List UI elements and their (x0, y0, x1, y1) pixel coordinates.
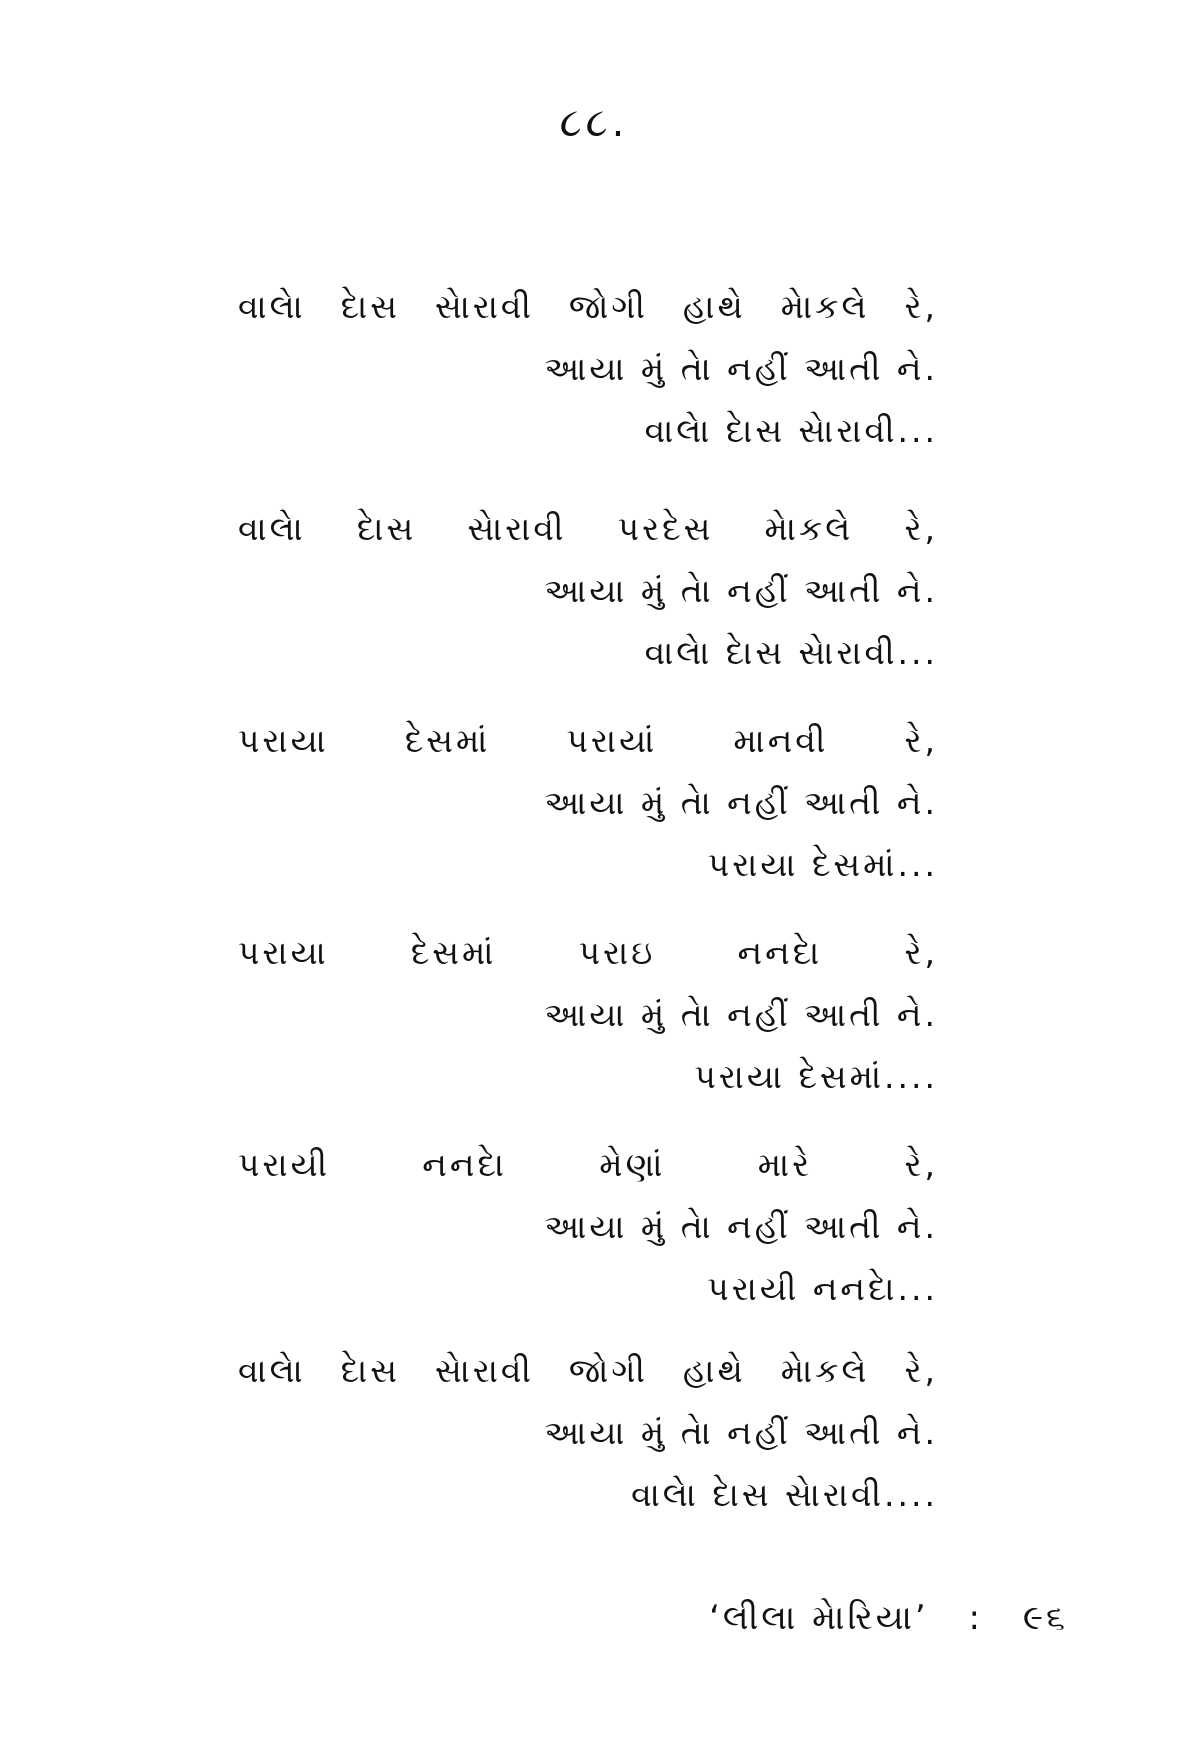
stanza-refrain: પરાયી નનદેા... (707, 1269, 938, 1308)
stanza-5 (238, 1134, 938, 1320)
stanza-line: આયા મું તેા નહીં આતી ને. (544, 1413, 938, 1452)
stanza-line: વાલેા દેાસ સેારાવી જોગી હાથે મેાકલે રે, (238, 1351, 938, 1390)
stanza-refrain: વાલેા દેાસ સેારાવી.... (631, 1475, 938, 1514)
stanza-line: વાલેા દેાસ સેારાવી જોગી હાથે મેાકલે રે, (238, 287, 938, 326)
stanza-line: પરાયા દેસમાં પરાઇ નનદેા રે, (238, 933, 938, 972)
stanza-6 (238, 1340, 938, 1526)
stanza-refrain: પરાયા દેસમાં... (707, 845, 938, 884)
stanza-line: વાલેા દેાસ સેારાવી પરદેસ મેાકલે રે, (238, 509, 938, 548)
stanza-4 (238, 922, 938, 1108)
stanza-1 (238, 276, 938, 462)
footer-separator: : (968, 1598, 984, 1638)
stanza-line: આયા મું તેા નહીં આતી ને. (544, 349, 938, 388)
stanza-3 (238, 710, 938, 896)
stanza-refrain: વાલેા દેાસ સેારાવી... (644, 633, 938, 672)
stanza-line: આયા મું તેા નહીં આતી ને. (544, 783, 938, 822)
stanza-line: આયા મું તેા નહીં આતી ને. (544, 571, 938, 610)
source-title: ‘લીલા મેારિયા’ (709, 1598, 929, 1638)
footer-page-number: ૯૬ (1022, 1598, 1068, 1638)
stanza-line: પરાયા દેસમાં પરાયાં માનવી રે, (238, 721, 938, 760)
stanza-refrain: વાલેા દેાસ સેારાવી... (644, 411, 938, 450)
page-number: ૮૮. (559, 100, 629, 146)
footer (709, 1598, 1068, 1638)
stanza-line: પરાયી નનદેા મેણાં મારે રે, (238, 1145, 938, 1184)
stanza-refrain: પરાયા દેસમાં.... (694, 1057, 938, 1096)
stanza-line: આયા મું તેા નહીં આતી ને. (544, 995, 938, 1034)
stanza-line: આયા મું તેા નહીં આતી ને. (544, 1207, 938, 1246)
stanza-2 (238, 498, 938, 684)
